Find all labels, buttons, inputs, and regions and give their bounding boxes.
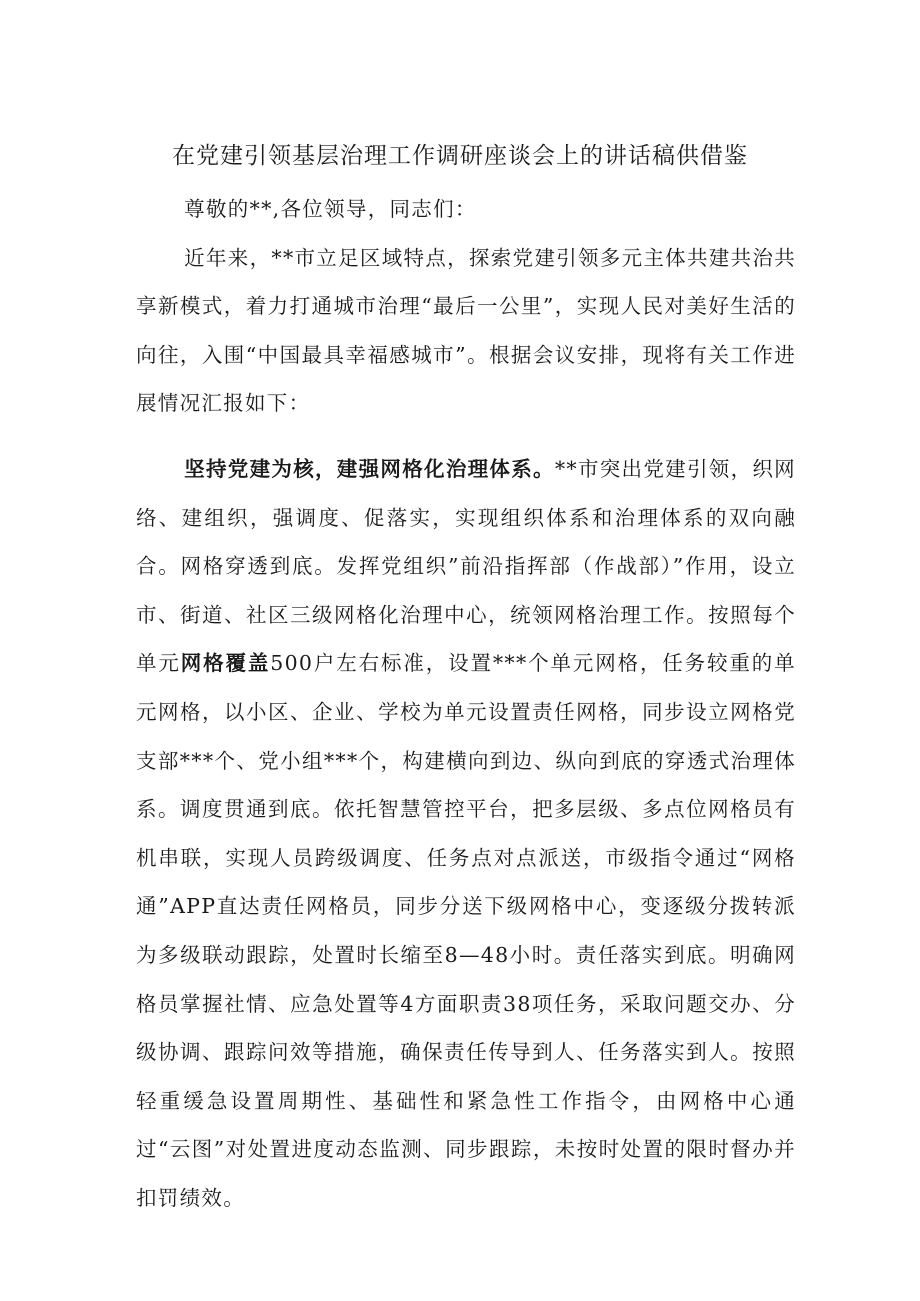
section-1-heading: 坚持党建为核，建强网格化治理体系。 (184, 456, 555, 481)
section-1-paragraph (136, 445, 796, 1223)
intro-paragraph: 近年来，**市立足区域特点，探索党建引领多元主体共建共治共享新模式，着力打通城市治理“最后一公里”，实现人民对美好生活的向往，入围“中国最具幸福感城市”。根据会议安排，现将有关工作进展情况汇报如下： (136, 245, 796, 416)
section-1-text-a: **市突出党建引领，织网络、建组织，强调度、促落实，实现组织体系和治理体系的双向融合。网格穿透到底。发挥党组织”前沿指挥部（作战部）”作用，设立市、街道、社区三级网格化治理中心，统领网格治理工作。按照每个单元 (136, 456, 796, 676)
section-1-text-b: 500户左右标准，设置***个单元网格，任务较重的单元网格，以小区、企业、学校为单元设置责任网格，同步设立网格党支部***个、党小组***个，构建横向到边、纵向到底的穿透式治理体系。调度贯通到底。依托智慧管控平台，把多层级、多点位网格员有机串联，实现人员跨级调度、任务点对点派送，市级指令通过“网格通”APP直达责任网格员，同步分送下级网格中心，变逐级分拨转派为多级联动跟踪，处置时长缩至8—48小时。责任落实到底。明确网格员掌握社情、应急处置等4方面职责38项任务，采取问题交办、分级协调、跟踪问效等措施，确保责任传导到人、任务落实到人。按照轻重缓急设置周期性、基础性和紧急性工作指令，由网格中心通过“云图”对处置进度动态监测、同步跟踪，未按时处置的限时督办并扣罚绩效。 (136, 651, 796, 1210)
document-title: 在党建引领基层治理工作调研座谈会上的讲话稿供借鉴 (172, 143, 748, 169)
document-body (136, 185, 796, 1222)
greeting-paragraph: 尊敬的**,各位领导，同志们： (184, 197, 477, 221)
section-1-bold-term: 网格覆盖 (180, 651, 271, 676)
